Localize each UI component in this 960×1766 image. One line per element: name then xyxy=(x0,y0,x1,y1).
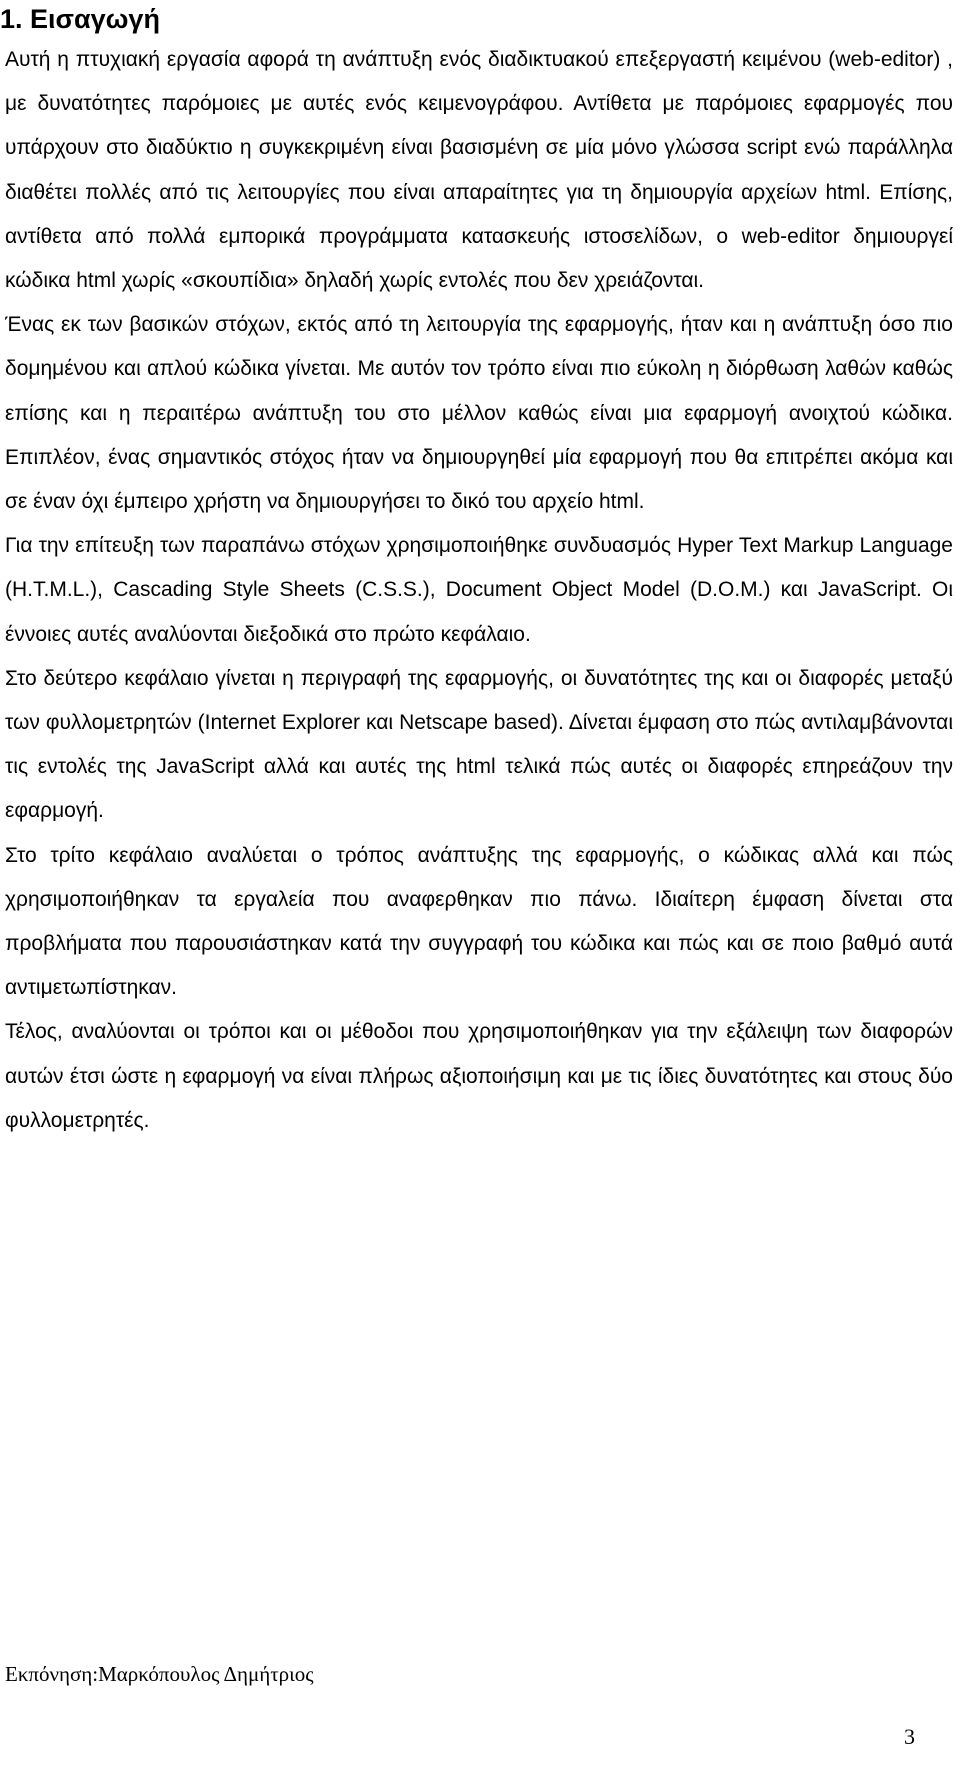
paragraph: Τέλος, αναλύονται οι τρόποι και οι μέθοδοι που χρησιμοποιήθηκαν για την εξάλειψη των διαφορών αυτών έτσι ώστε η εφαρμογή να είναι πλήρως αξιοποιήσιμη και με τις ίδιες δυνατότητες και στους δύο φυλλομετρητές. xyxy=(5,1020,953,1132)
page-number: 3 xyxy=(904,1724,915,1749)
document-body xyxy=(5,38,953,1143)
paragraph: Αυτή η πτυχιακή εργασία αφορά τη ανάπτυξη ενός διαδικτυακού επεξεργαστή κειμένου (web-editor) , με δυνατότητες παρόμοιες με αυτές ενός κειμενογράφου. Αντίθετα με παρόμοιες εφαρμογές που υπάρχουν στο διαδύκτιο η συγκεκριμένη είναι βασισμένη σε μία μόνο γλώσσα script ενώ παράλληλα διαθέτει πολλές από τις λειτουργίες που είναι απαραίτητες για τη δημιουργία αρχείων html. Επίσης, αντίθετα από πολλά εμπορικά προγράμματα κατασκευής ιστοσελίδων, ο web-editor δημιουργεί κώδικα html χωρίς «σκουπίδια» δηλαδή χωρίς εντολές που δεν χρειάζονται. xyxy=(5,48,953,293)
paragraph: Για την επίτευξη των παραπάνω στόχων χρησιμοποιήθηκε συνδυασμός Hyper Text Markup Language (H.T.M.L.), Cascading Style Sheets (C.S.S.), Document Object Model (D.O.M.) και JavaScript. Οι έννοιες αυτές αναλύονται διεξοδικά στο πρώτο κεφάλαιο. xyxy=(5,534,953,646)
footer-author: Εκπόνηση:Μαρκόπουλος Δημήτριος xyxy=(5,1662,314,1686)
paragraph: Στο τρίτο κεφάλαιο αναλύεται ο τρόπος ανάπτυξης της εφαρμογής, ο κώδικας αλλά και πώς χρησιμοποιήθηκαν τα εργαλεία που αναφερθηκαν πιο πάνω. Ιδιαίτερη έμφαση δίνεται στα προβλήματα που παρουσιάστηκαν κατά την συγγραφή του κώδικα και πώς και σε ποιο βαθμό αυτά αντιμετωπίστηκαν. xyxy=(5,843,953,1000)
paragraph: Στο δεύτερο κεφάλαιο γίνεται η περιγραφή της εφαρμογής, οι δυνατότητες της και οι διαφορές μεταξύ των φυλλομετρητών (Internet Explorer και Netscape based). Δίνεται έμφαση στο πώς αντιλαμβάνονται τις εντολές της JavaScript αλλά και αυτές της html τελικά πώς αυτές οι διαφορές επηρεάζουν την εφαρμογή. xyxy=(5,666,953,823)
section-heading: 1. Εισαγωγή xyxy=(0,4,160,34)
paragraph: Ένας εκ των βασικών στόχων, εκτός από τη λειτουργία της εφαρμογής, ήταν και η ανάπτυξη όσο πιο δομημένου και απλού κώδικα γίνεται. Με αυτόν τον τρόπο είναι πιο εύκολη η διόρθωση λαθών καθώς επίσης και η περαιτέρω ανάπτυξη του στο μέλλον καθώς είναι μια εφαρμογή ανοιχτού κώδικα. Επιπλέον, ένας σημαντικός στόχος ήταν να δημιουργηθεί μία εφαρμογή που θα επιτρέπει ακόμα και σε έναν όχι έμπειρο χρήστη να δημιουργήσει το δικό του αρχείο html. xyxy=(5,313,953,514)
